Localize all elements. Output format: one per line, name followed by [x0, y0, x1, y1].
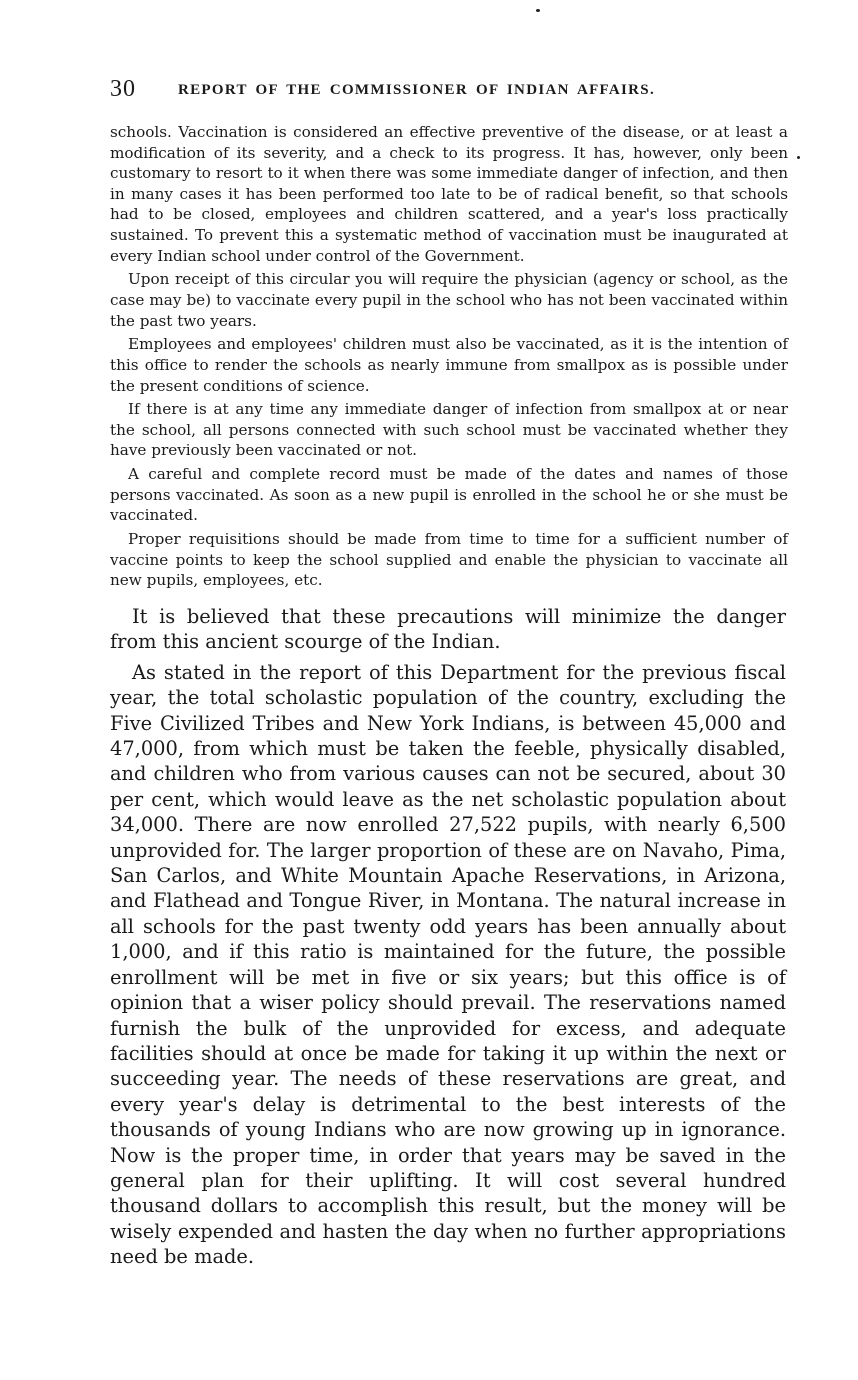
quoted-paragraph: If there is at any time any immediate danger of infection from smallpox at or near the school, all persons connected with such school must be vaccinated whether they have previously been vaccinated or not. [110, 400, 788, 460]
running-title: REPORT OF THE COMMISSIONER OF INDIAN AFFAIRS. [178, 82, 655, 98]
main-body [110, 604, 786, 1275]
body-paragraph: It is believed that these precautions will minimize the danger from this ancient scourge of the Indian. [110, 605, 786, 654]
print-speck [536, 9, 540, 12]
quoted-paragraph: Employees and employees' children must also be vaccinated, as it is the intention of this office to render the schools as nearly immune from smallpox as is possible under the present conditions of science. [110, 335, 788, 395]
print-speck [797, 156, 800, 159]
quoted-paragraph: A careful and complete record must be made of the dates and names of those persons vaccinated. As soon as a new pupil is enrolled in the school he or she must be vaccinated. [110, 465, 788, 525]
body-paragraph: As stated in the report of this Department for the previous fiscal year, the total scholastic population of the country, excluding the Five Civilized Tribes and New York Indians, is between 45,000 and 47,000, from which must be taken the feeble, physically disabled, and children who from various causes can not be secured, about 30 per cent, which would leave as the net scholastic population about 34,000. There are now enrolled 27,522 pupils, with nearly 6,500 unprovided for. The larger proportion of these are on Navaho, Pima, San Carlos, and White Mountain Apache Reservations, in Arizona, and Flathead and Tongue River, in Montana. The natural increase in all schools for the past twenty odd years has been annually about 1,000, and if this ratio is maintained for the future, the possible enrollment will be met in five or six years; but this office is of opinion that a wiser policy should prevail. The reservations named furnish the bulk of the unprovided for excess, and adequate facilities should at once be made for taking it up within the next or succeeding year. The needs of these reservations are great, and every year's delay is detrimental to the best interests of the thousands of young Indians who are now growing up in ignorance. Now is the proper time, in order that years may be saved in the general plan for their uplifting. It will cost several hundred thousand dollars to accomplish this result, but the money will be wisely expended and hasten the day when no further appropriations need be made. [110, 660, 786, 1269]
quoted-paragraph: Proper requisitions should be made from time to time for a sufficient number of vaccine points to keep the school supplied and enable the physician to vaccinate all new pupils, employees, etc. [110, 530, 788, 590]
page-header [110, 76, 726, 106]
page-number: 30 [110, 76, 136, 102]
quoted-paragraph: schools. Vaccination is considered an effective preventive of the disease, or at least a modification of its severity, and a check to its progress. It has, however, only been customary to resort to it when there was some immediate danger of infection, and then in many cases it has been performed too late to be of radical benefit, so that schools had to be closed, employees and children scattered, and a year's loss practically sustained. To prevent this a systematic method of vaccination must be inaugurated at every Indian school under control of the Government. [110, 123, 788, 265]
quoted-circular [110, 122, 788, 594]
quoted-paragraph: Upon receipt of this circular you will require the physician (agency or school, as the case may be) to vaccinate every pupil in the school who has not been vaccinated within the past two years. [110, 270, 788, 330]
